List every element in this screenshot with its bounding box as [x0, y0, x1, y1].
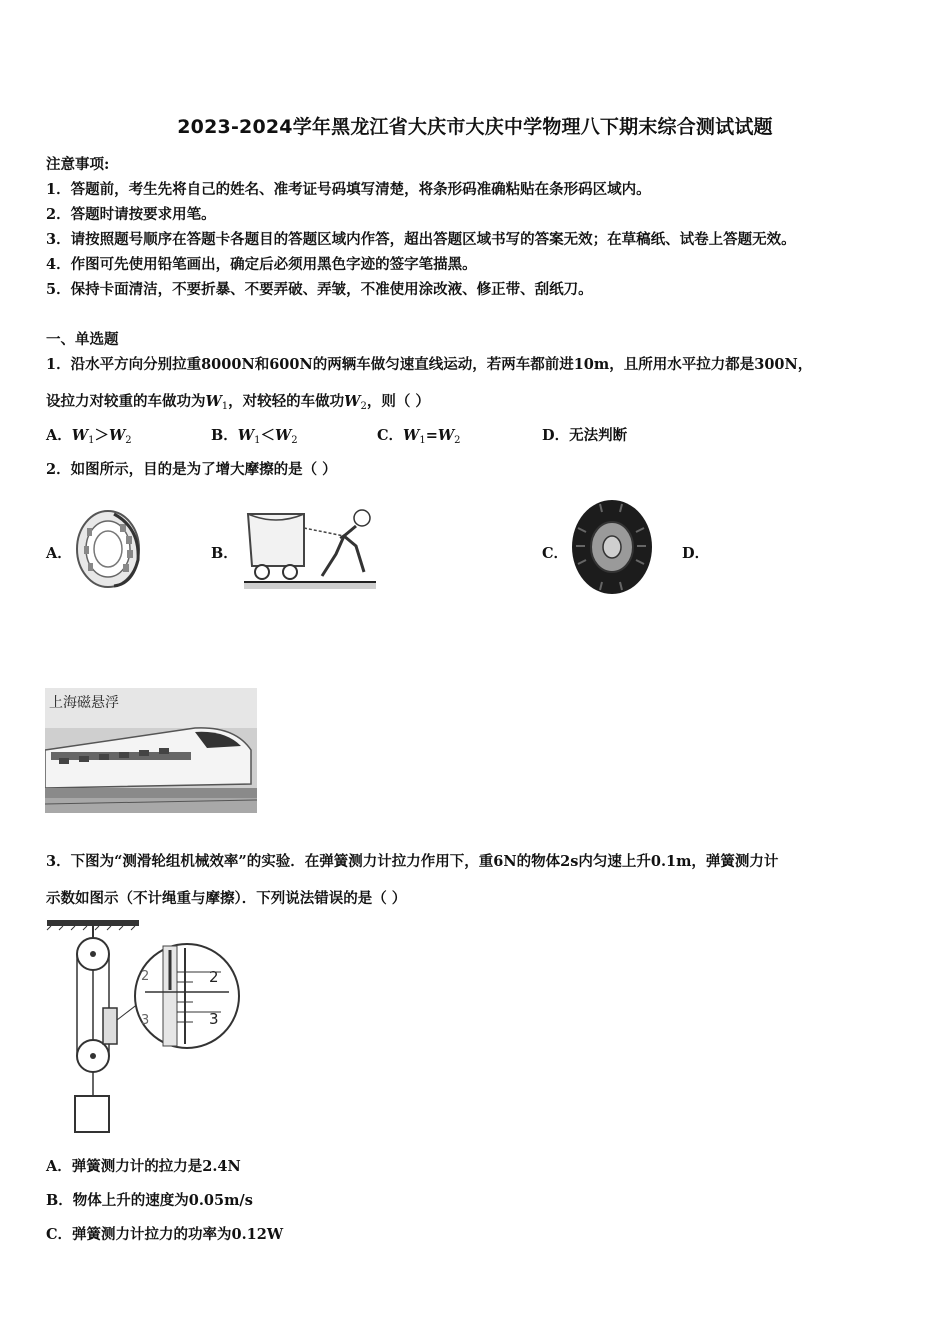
q3-stem-line1: 3．下图为“测滑轮组机械效率”的实验．在弹簧测力计拉力作用下，重6N的物体2s内匀速上升0.1m，弹簧测力计: [46, 853, 779, 870]
maglev-caption: 上海磁悬浮: [49, 695, 119, 711]
notice-item-5: 5．保持卡面清洁，不要折暴、不要弄破、弄皱，不准使用涂改液、修正带、刮纸刀。: [46, 281, 593, 298]
q2-option-c-label[interactable]: C．: [542, 545, 569, 562]
q3-option-b[interactable]: B．物体上升的速度为0.05m/s: [46, 1192, 253, 1209]
page-title: 2023-2024学年黑龙江省大庆市大庆中学物理八下期末综合测试试题: [177, 116, 773, 138]
q3-option-a[interactable]: A．弹簧测力计的拉力是2.4N: [46, 1158, 241, 1175]
q2-option-d-label[interactable]: D．: [682, 545, 710, 562]
notice-item-3: 3．请按照题号顺序在答题卡各题目的答题区域内作答，超出答题区域书写的答案无效；在草稿纸、试卷上答题无效。: [46, 231, 796, 248]
notice-item-1: 1．答题前，考生先将自己的姓名、准考证号码填写清楚，将条形码准确粘贴在条形码区域内。: [46, 181, 651, 198]
q1-option-a[interactable]: A．$W_1>W_2$: [46, 427, 132, 446]
scale-mark-3: 3: [209, 1010, 219, 1028]
q2-option-b-label[interactable]: B．: [211, 545, 238, 562]
scale-mark-2-left: 2: [141, 969, 150, 984]
q1-option-b[interactable]: B．$W_1<W_2$: [211, 427, 298, 446]
notice-item-2: 2．答题时请按要求用笔。: [46, 206, 216, 223]
tire-image: [570, 498, 654, 596]
maglev-train-image: [45, 688, 257, 813]
q3-option-c[interactable]: C．弹簧测力计拉力的功率为0.12W: [46, 1226, 284, 1243]
q1-stem-line2: 设拉力对较重的车做功为$W_1$，对较轻的车做功$W_2$，则（ ）: [46, 393, 430, 412]
q1-stem-line1: 1．沿水平方向分别拉重8000N和600N的两辆车做匀速直线运动，若两车都前进10m，且所用水平拉力都是300N，: [46, 356, 813, 373]
cart-pulling-image: [244, 506, 376, 590]
q2-option-a-label[interactable]: A．: [46, 545, 72, 562]
scale-mark-2: 2: [209, 968, 219, 986]
q1-option-d[interactable]: D．无法判断: [542, 427, 628, 444]
notice-item-4: 4．作图可先使用铅笔画出，确定后必须用黑色字迹的签字笔描黑。: [46, 256, 477, 273]
q2-stem: 2．如图所示，目的是为了增大摩擦的是（ ）: [46, 461, 337, 478]
notice-heading: 注意事项:: [46, 156, 110, 173]
q1-option-c[interactable]: C．$W_1=W_2$: [377, 427, 461, 446]
bearing-image: [74, 508, 142, 590]
q3-stem-line2: 示数如图示（不计绳重与摩擦）．下列说法错误的是（ ）: [46, 890, 407, 907]
scale-mark-3-left: 3: [141, 1013, 150, 1028]
section-heading: 一、单选题: [46, 331, 119, 348]
pulley-spring-scale-image: [45, 920, 240, 1140]
